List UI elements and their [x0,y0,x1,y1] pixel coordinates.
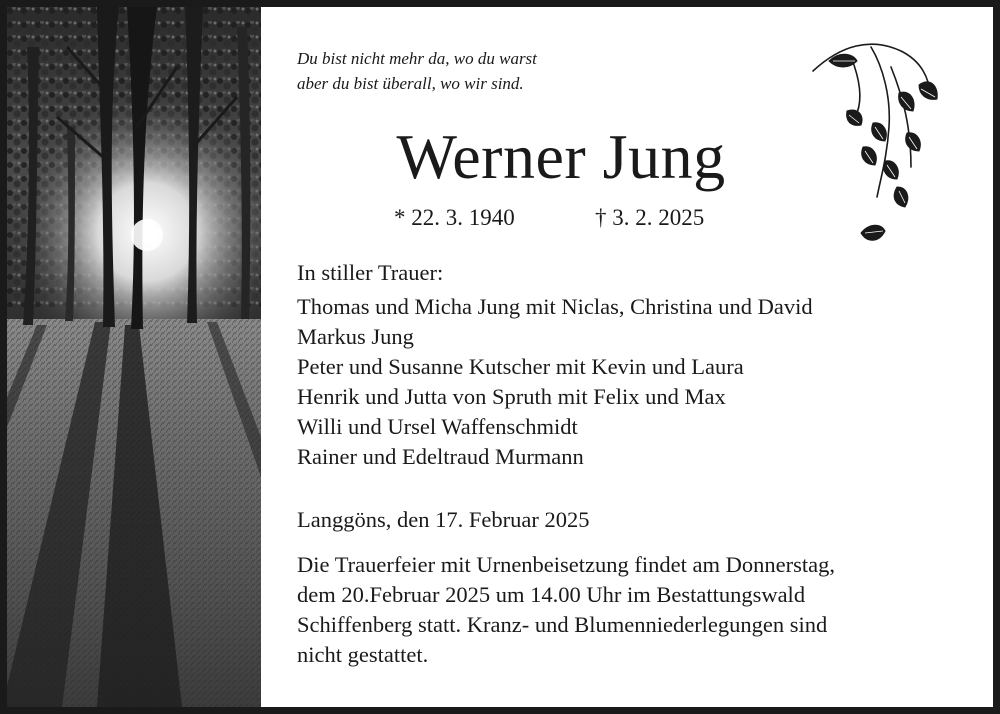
mourner-line: Rainer und Edeltraud Murmann [297,444,584,469]
notice-content [261,7,993,707]
service-line: Schiffenberg statt. Kranz- und Blumenniederlegungen sind [297,612,828,637]
mourner-line: Thomas und Micha Jung mit Niclas, Christina und David [297,294,813,319]
forest-park-photo [7,7,261,707]
mourner-line: Peter und Susanne Kutscher mit Kevin und Laura [297,354,744,379]
motto-line-1: Du bist nicht mehr da, wo du warst [297,49,537,68]
service-line: dem 20.Februar 2025 um 14.00 Uhr im Bestattungswald [297,582,806,607]
motto-line-2: aber du bist überall, wo wir sind. [297,74,524,93]
mourner-line: Henrik und Jutta von Spruth mit Felix und Max [297,384,726,409]
service-line: Die Trauerfeier mit Urnenbeisetzung findet am Donnerstag, [297,552,835,577]
mourning-intro: In stiller Trauer: [297,260,444,285]
motto [297,46,537,96]
service-info [297,550,957,670]
mourner-line: Markus Jung [297,324,414,349]
deceased-name: Werner Jung [396,121,726,192]
death-date: † 3. 2. 2025 [595,205,705,230]
mourner-list [297,292,957,472]
mourner-line: Willi und Ursel Waffenschmidt [297,414,578,439]
place-date: Langgöns, den 17. Februar 2025 [297,507,590,532]
birth-date: * 22. 3. 1940 [394,205,515,230]
service-line: nicht gestattet. [297,642,429,667]
